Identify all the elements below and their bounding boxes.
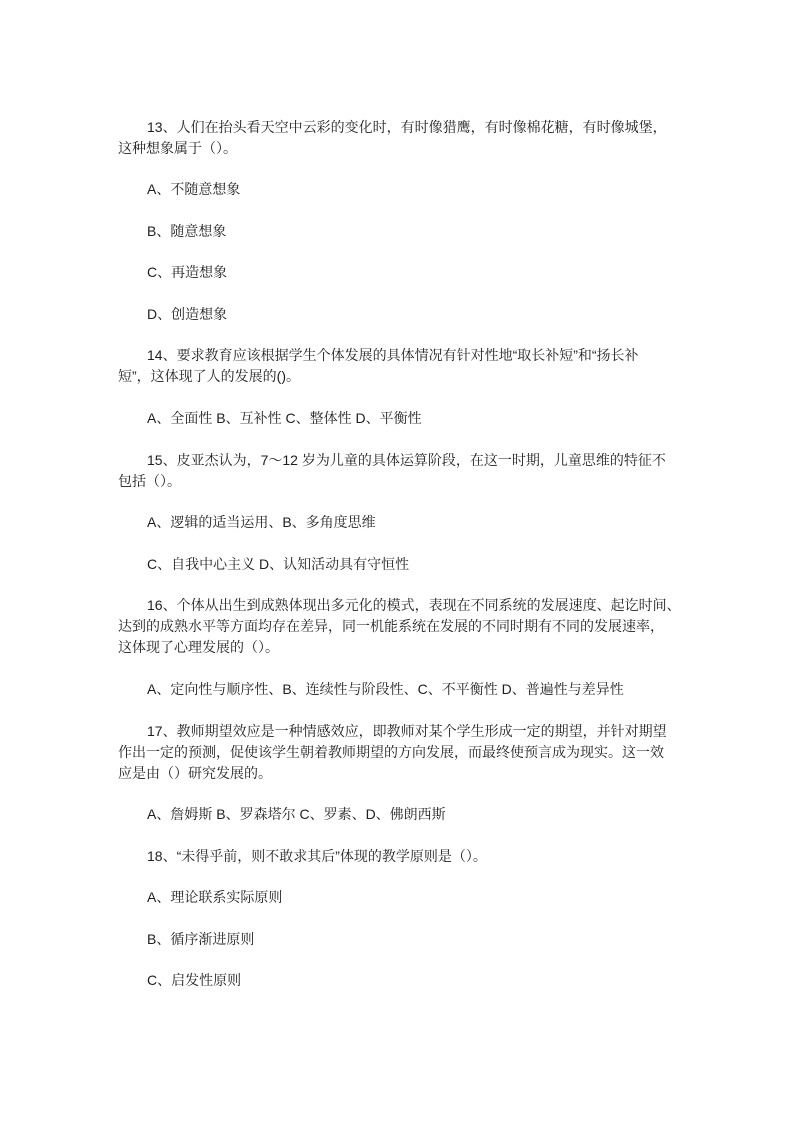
question-text: 短”，这体现了人的发展的()。 bbox=[118, 368, 300, 384]
question-text: 达到的成熟水平等方面均存在差异，同一机能系统在发展的不同时期有不同的发展速率， bbox=[118, 618, 664, 634]
question-text: 15、皮亚杰认为，7～12 岁为儿童的具体运算阶段，在这一时期，儿童思维的特征不 bbox=[147, 452, 666, 468]
question-text: 这种想象属于（）。 bbox=[118, 140, 237, 156]
question-14 bbox=[118, 345, 678, 387]
question-13 bbox=[118, 117, 678, 159]
option: A、逻辑的适当运用、B、多角度思维 bbox=[147, 514, 376, 530]
option: B、随意想象 bbox=[147, 223, 227, 239]
question-text: 16、个体从出生到成熟体现出多元化的模式，表现在不同系统的发展速度、起讫时间、 bbox=[147, 597, 681, 613]
question-15 bbox=[118, 450, 678, 492]
question-text: 18、“未得乎前，则不敢求其后”体现的教学原则是（）。 bbox=[147, 848, 487, 864]
question-text: 这体现了心理发展的（）。 bbox=[118, 639, 279, 655]
question-text: 包括（）。 bbox=[118, 473, 181, 489]
question-17 bbox=[118, 721, 678, 784]
question-text: 作出一定的预测，促使该学生朝着教师期望的方向发展，而最终使预言成为现实。这一效 bbox=[118, 744, 664, 760]
question-text: 应是由（）研究发展的。 bbox=[118, 765, 272, 781]
option: C、自我中心主义 D、认知活动具有守恒性 bbox=[147, 556, 410, 572]
option: A、全面性 B、互补性 C、整体性 D、平衡性 bbox=[147, 410, 422, 426]
option: A、定向性与顺序性、B、连续性与阶段性、C、不平衡性 D、普遍性与差异性 bbox=[147, 681, 624, 697]
option: D、创造想象 bbox=[147, 306, 228, 322]
question-18 bbox=[118, 846, 678, 867]
option: B、循序渐进原则 bbox=[147, 931, 255, 947]
option: C、启发性原则 bbox=[147, 972, 242, 988]
option: C、再造想象 bbox=[147, 264, 228, 280]
option: A、理论联系实际原则 bbox=[147, 889, 283, 905]
option: A、不随意想象 bbox=[147, 181, 241, 197]
question-text: 17、教师期望效应是一种情感效应，即教师对某个学生形成一定的期望，并针对期望 bbox=[147, 723, 667, 739]
question-text: 14、要求教育应该根据学生个体发展的具体情况有针对性地“取长补短”和“扬长补 bbox=[147, 347, 639, 363]
question-text: 13、人们在抬头看天空中云彩的变化时，有时像猎鹰，有时像棉花糖，有时像城堡， bbox=[147, 119, 667, 135]
option: A、詹姆斯 B、罗森塔尔 C、罗素、D、佛朗西斯 bbox=[147, 806, 446, 822]
question-16 bbox=[118, 595, 681, 658]
